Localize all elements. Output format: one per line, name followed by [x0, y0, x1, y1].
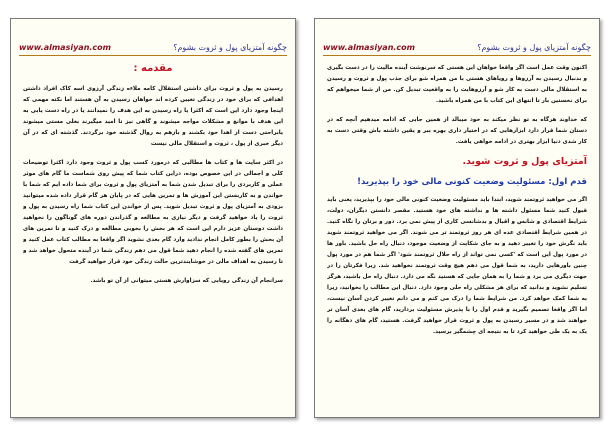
paragraph: در اکثر سایت ها و کتاب ها مطالبی که درمورد کسب پول و ثروت وجود دارد اکثرا توضیحات کلی و اجمالی در این خصوص بوده، دراین کتاب شما که پیش روی شماست ما گام های موثر عملی و کاربردی را برای تبدیل شدن شما به آمتزیای پول و ثروت برای شما داده ایم که شما با خواندن و به کاربستن این آموزش ها و تمرین هایی که در پایان هر گام قرار داده شده میتوانید بزودی به آمتزیای پول و ثروت تبدیل شوید. پس از خواندن این کتاب شما راه رسیدن به پول و ثروت را یاد خواهید گرفت و دیگر نیازی به مطالعه و گذراندن دوره های گوناگون را نخواهید داشت دوستان عزیز دارم این است که هر بخش را بخوبی مطالعه و درک کنید و تا تمرین های آن بخش را بطور کامل انجام ندادید وارد گام بعدی نشوید اگر واقعا به مطالب کتاب عمل کنید و تمرین های گفته شده را انجام دهید شما قول می دهم زندگی شما در آینده متحول خواهد شد و تا رسیدن به اهداف مالی در خوشایندترین حالت زندگی خود قرار خواهید گرفت — [23, 160, 283, 265]
header-divider — [323, 55, 591, 56]
header-title: چگونه آمتزیای پول و ثروت بشوم؟ — [173, 42, 287, 52]
section-heading: آمتزیای پول و ثروت شوید. — [462, 156, 587, 167]
page-body — [327, 63, 587, 407]
site-url: www.almasiyan.com — [19, 42, 111, 52]
header-title: چگونه آمتزیای پول و ثروت بشوم؟ — [477, 42, 591, 52]
paragraph: اکنون وقت عمل است اگر واقعا خواهان این هستی که سرنوشت آینده مالیت را در دست بگیری و بدنبال رسیدن به آرزوها و رویاهای هستی با من همراه شو برای جذب پول و ثروت و رسیدن به استقلال مالی دست به کار شو و آرزوهایت را به واقعیت تبدیل کن. من از شما میخواهم که برای نخستین بار تا انتهای این کتاب با من همراه باشید. — [327, 65, 587, 104]
paragraph: که خداوند هرگاه به تو نظر میکند به خود میبالد از همین جایی که ادامه میدهیم آنچه که در دستان شما قرار دارد ابزارهایی که در اختیار داری بهره ببر و یقین داشته باش وقتی دست به کار شدی دنیا ابزار بهتری در ادامه خواهی یافت. — [327, 117, 587, 145]
paragraph: رسیدن به پول و ثروت برای داشتن استقلال کامه ملاءه زندگی آرزوی اسه کاک افراد داشتن اهدافی که برای خود در زندگی تعیین کرده اند خواهان رسیدن به آن هستند اما نکته مهمی که اینجا وجود دارد این است که اکثرا یا راه رسیدن به این هدف را نمیدانند یا در راه دست یابی به این هدف با موانع و مشکلات مواجه میشوند و گاهی نیز تا امید میگیرند بعلی مستی میشوند یابراحتی دست از اهدا خود بکشند و بازهم به روال گذشته خود برگردند. گذشته ای که در آن دیگر خبری از پول ، ثروت و استقلال مالی نیست — [23, 86, 283, 147]
page-header — [19, 41, 287, 53]
page-header — [323, 41, 591, 53]
paragraph: سرانجام آن زندگی رویایی که سزاوارش هستی میتوانی از آن تو باشد. — [90, 278, 283, 284]
intro-title: مقدمه : — [133, 63, 173, 74]
right-page — [314, 18, 600, 418]
site-url: www.almasiyan.com — [323, 42, 415, 52]
left-page — [10, 18, 296, 418]
header-divider — [19, 55, 287, 56]
paragraph: اگر می خواهید ثروتمند شوید، ابتدا باید مسئولیت وضعیت کنونی مالی خود را بپذیرید، یعنی باید قبول کنید شما مسئول داشته ها و نداشته های خود هستید. مقصر دانستن دیگران، دولت، شرایط اقتصادی و شانس و اقبال و بدشانسی کاری از پیش نمی برد. دور و برتان را نگاه کنید. در همین شرایط اقتصادی عده ای هر روز ثروتمند تر می شوند. اگر می خواهید ثروتمند شوید باید نگرش خود را تغییر دهید و به جای شکایت از وضعیت موجود، دنبال راه حل باشید. باور ها در مورد پول این است که 'کسی نمی تواند از راه حلال ثروتمند شود' اگر شما هم در مورد پول چنین باورهایی دارید، به شما قول می دهم هیچ وقت ثروتمند نخواهید شد. زیرا فکرتان را در جهت دیگری می برد و شما را به همان جایی که هستید نگه می دارد. دنبال راه حل باشید، هرگز تسلیم نشوید و بدانید که برای هر مشکلی راه حلی وجود دارد. دنبال این مطالب را بخوانید، زیرا به شما کمک خواهد کرد. من شرایط شما را درک می کنم و می دانم تغییر کردن آسان نیست، اما اگر واقعا تصمیم بگیرید و قدم اول را با پذیرش مسئولیت بردارید، گام های بعدی آسان تر خواهند شد و در مسیر رسیدن به پول و ثروت قرار خواهید گرفت. هستید، گام های دهگانه را یک به یک طی خواهید کرد تا به نتیجه ای چشمگیر برسید. — [327, 197, 587, 335]
step-heading: قدم اول: مسئولیت وضعیت کنونی مالی خود را بپذیرید! — [357, 177, 587, 187]
page-body — [23, 63, 283, 407]
